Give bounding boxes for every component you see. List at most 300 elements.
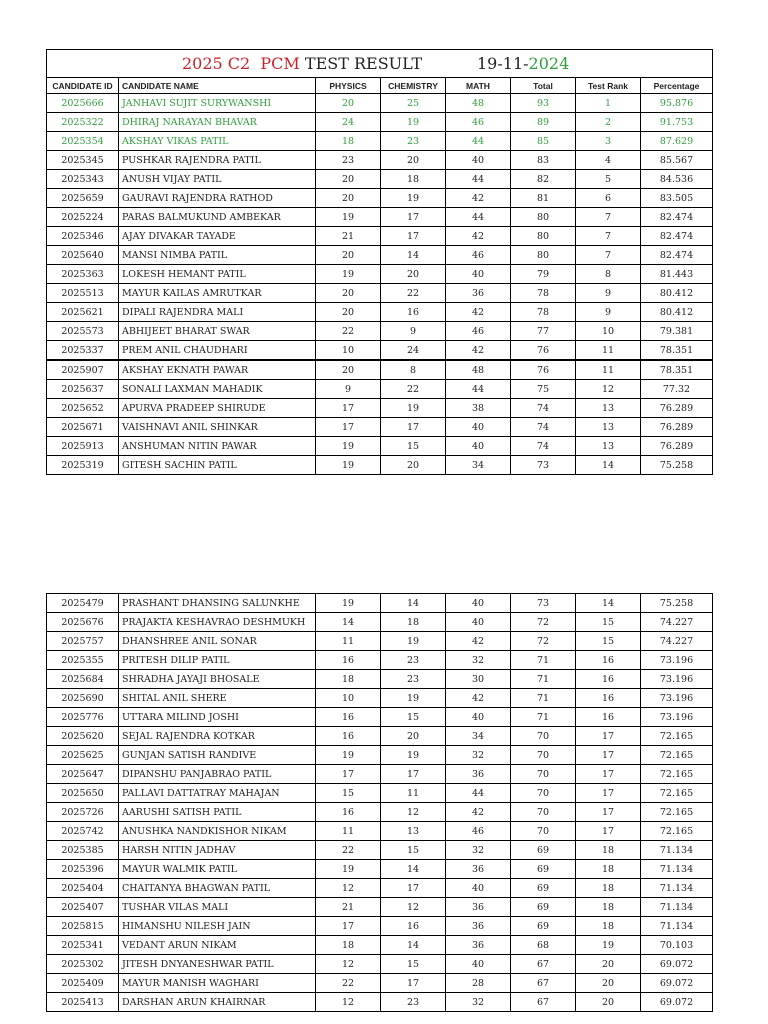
table-cell: AARUSHI SATISH PATIL	[119, 803, 316, 822]
table-cell: 15	[576, 632, 641, 651]
table-cell: 17	[576, 784, 641, 803]
table-cell: PARAS BALMUKUND AMBEKAR	[119, 208, 316, 227]
column-header: CANDIDATE NAME	[119, 78, 316, 94]
table-cell: GITESH SACHIN PATIL	[119, 456, 316, 475]
table-cell: 68	[511, 936, 576, 955]
table-cell: 80.412	[641, 303, 713, 322]
table-cell: 20	[576, 955, 641, 974]
results-body-page-2	[47, 594, 713, 1012]
table-cell: 2025413	[47, 993, 119, 1012]
table-cell: 2025620	[47, 727, 119, 746]
table-cell: 17	[381, 208, 446, 227]
table-cell: 81	[511, 189, 576, 208]
table-row	[47, 879, 713, 898]
table-cell: 80	[511, 246, 576, 265]
table-cell: 16	[316, 708, 381, 727]
table-cell: 69.072	[641, 993, 713, 1012]
results-body-page-1	[47, 94, 713, 475]
table-cell: 23	[381, 993, 446, 1012]
table-cell: 12	[381, 898, 446, 917]
table-cell: 2025404	[47, 879, 119, 898]
table-cell: 36	[446, 284, 511, 303]
table-cell: 20	[316, 170, 381, 189]
table-cell: 82.474	[641, 246, 713, 265]
table-cell: 81.443	[641, 265, 713, 284]
title-course: 2025 C2	[182, 54, 251, 73]
table-row	[47, 822, 713, 841]
table-cell: 15	[316, 784, 381, 803]
table-cell: 16	[316, 651, 381, 670]
table-cell: 20	[576, 974, 641, 993]
table-cell: 74	[511, 399, 576, 418]
table-cell: 4	[576, 151, 641, 170]
table-cell: 95.876	[641, 94, 713, 113]
table-cell: 80	[511, 227, 576, 246]
page-title	[182, 54, 422, 73]
table-cell: 15	[381, 955, 446, 974]
table-cell: 73.196	[641, 670, 713, 689]
test-date	[477, 54, 569, 73]
table-row	[47, 303, 713, 322]
table-cell: 73.196	[641, 708, 713, 727]
table-cell: 42	[446, 803, 511, 822]
table-cell: 89	[511, 113, 576, 132]
table-cell: 72	[511, 613, 576, 632]
table-row	[47, 227, 713, 246]
table-cell: CHAITANYA BHAGWAN PATIL	[119, 879, 316, 898]
results-table-page-1	[46, 49, 713, 475]
table-cell: PRITESH DILIP PATIL	[119, 651, 316, 670]
table-cell: 72.165	[641, 784, 713, 803]
table-cell: 75	[511, 380, 576, 399]
table-cell: 2	[576, 113, 641, 132]
table-cell: 19	[316, 746, 381, 765]
table-row	[47, 765, 713, 784]
table-cell: 76	[511, 360, 576, 380]
table-cell: PRASHANT DHANSING SALUNKHE	[119, 594, 316, 613]
table-cell: PRAJAKTA KESHAVRAO DESHMUKH	[119, 613, 316, 632]
table-cell: 77	[511, 322, 576, 341]
table-cell: 34	[446, 727, 511, 746]
table-cell: 18	[576, 860, 641, 879]
table-cell: TUSHAR VILAS MALI	[119, 898, 316, 917]
table-cell: 22	[381, 380, 446, 399]
table-cell: VAISHNAVI ANIL SHINKAR	[119, 418, 316, 437]
table-cell: 15	[381, 708, 446, 727]
table-cell: 19	[316, 594, 381, 613]
table-cell: 18	[576, 898, 641, 917]
table-cell: 71.134	[641, 917, 713, 936]
table-cell: 67	[511, 993, 576, 1012]
table-cell: 32	[446, 993, 511, 1012]
table-cell: 76.289	[641, 437, 713, 456]
table-cell: JITESH DNYANESHWAR PATIL	[119, 955, 316, 974]
table-cell: 19	[381, 746, 446, 765]
table-cell: 25	[381, 94, 446, 113]
table-cell: 32	[446, 651, 511, 670]
table-cell: 2025573	[47, 322, 119, 341]
table-cell: 6	[576, 189, 641, 208]
table-cell: 8	[381, 360, 446, 380]
table-cell: SHRADHA JAYAJI BHOSALE	[119, 670, 316, 689]
table-cell: UTTARA MILIND JOSHI	[119, 708, 316, 727]
table-cell: 10	[316, 341, 381, 361]
table-cell: 13	[576, 437, 641, 456]
table-cell: 42	[446, 689, 511, 708]
table-cell: 18	[316, 132, 381, 151]
table-cell: 38	[446, 399, 511, 418]
table-cell: 2025684	[47, 670, 119, 689]
table-cell: 74.227	[641, 613, 713, 632]
table-cell: 12	[316, 993, 381, 1012]
table-row	[47, 746, 713, 765]
table-cell: 2025621	[47, 303, 119, 322]
table-cell: 9	[576, 303, 641, 322]
table-cell: 16	[316, 803, 381, 822]
table-cell: 70	[511, 803, 576, 822]
table-cell: 72.165	[641, 803, 713, 822]
column-header: Total	[511, 78, 576, 94]
table-cell: 44	[446, 380, 511, 399]
title-label: TEST RESULT	[304, 54, 423, 73]
table-row	[47, 113, 713, 132]
table-cell: 14	[381, 594, 446, 613]
table-cell: MANSI NIMBA PATIL	[119, 246, 316, 265]
table-cell: 2025479	[47, 594, 119, 613]
table-cell: 17	[381, 974, 446, 993]
table-cell: 74.227	[641, 632, 713, 651]
table-cell: 79.381	[641, 322, 713, 341]
table-cell: 71.134	[641, 860, 713, 879]
table-cell: 46	[446, 822, 511, 841]
table-cell: 32	[446, 841, 511, 860]
table-cell: 18	[316, 670, 381, 689]
table-cell: HARSH NITIN JADHAV	[119, 841, 316, 860]
table-cell: 46	[446, 113, 511, 132]
table-cell: 19	[381, 689, 446, 708]
table-cell: DHANSHREE ANIL SONAR	[119, 632, 316, 651]
table-cell: 72.165	[641, 765, 713, 784]
table-cell: 76.289	[641, 418, 713, 437]
table-cell: 17	[381, 765, 446, 784]
table-cell: 2025409	[47, 974, 119, 993]
table-cell: 70	[511, 746, 576, 765]
table-cell: 69	[511, 917, 576, 936]
table-cell: SHITAL ANIL SHERE	[119, 689, 316, 708]
table-cell: 14	[381, 246, 446, 265]
table-cell: 19	[316, 437, 381, 456]
table-cell: 3	[576, 132, 641, 151]
table-row	[47, 418, 713, 437]
table-cell: ANUSHKA NANDKISHOR NIKAM	[119, 822, 316, 841]
table-cell: 22	[381, 284, 446, 303]
table-cell: 2025676	[47, 613, 119, 632]
table-cell: 48	[446, 360, 511, 380]
table-cell: 40	[446, 955, 511, 974]
table-row	[47, 341, 713, 361]
table-cell: 8	[576, 265, 641, 284]
table-cell: 42	[446, 189, 511, 208]
table-row	[47, 594, 713, 613]
table-cell: 19	[316, 860, 381, 879]
table-cell: 71	[511, 708, 576, 727]
table-cell: 42	[446, 227, 511, 246]
table-cell: 17	[316, 418, 381, 437]
table-cell: 2025726	[47, 803, 119, 822]
table-row	[47, 841, 713, 860]
table-cell: 80.412	[641, 284, 713, 303]
table-row	[47, 936, 713, 955]
table-cell: 20	[316, 189, 381, 208]
table-cell: 78.351	[641, 360, 713, 380]
table-cell: 85.567	[641, 151, 713, 170]
table-cell: 16	[576, 689, 641, 708]
table-cell: 10	[576, 322, 641, 341]
table-cell: 24	[381, 341, 446, 361]
column-header: CHEMISTRY	[381, 78, 446, 94]
table-cell: 18	[316, 936, 381, 955]
table-cell: 20	[316, 360, 381, 380]
table-row	[47, 651, 713, 670]
table-cell: 32	[446, 746, 511, 765]
table-row	[47, 727, 713, 746]
table-cell: DIPALI RAJENDRA MALI	[119, 303, 316, 322]
table-cell: 76.289	[641, 399, 713, 418]
table-cell: 20	[381, 151, 446, 170]
table-cell: 24	[316, 113, 381, 132]
table-cell: 12	[576, 380, 641, 399]
table-cell: 2025354	[47, 132, 119, 151]
table-cell: 75.258	[641, 456, 713, 475]
table-cell: 22	[316, 322, 381, 341]
table-cell: HIMANSHU NILESH JAIN	[119, 917, 316, 936]
table-cell: 9	[381, 322, 446, 341]
table-cell: 17	[576, 803, 641, 822]
table-cell: 74	[511, 418, 576, 437]
table-cell: 71	[511, 670, 576, 689]
column-header: PHYSICS	[316, 78, 381, 94]
table-cell: 79	[511, 265, 576, 284]
table-cell: 14	[381, 936, 446, 955]
table-cell: 36	[446, 898, 511, 917]
table-cell: 16	[316, 727, 381, 746]
table-cell: 2025690	[47, 689, 119, 708]
table-cell: 2025343	[47, 170, 119, 189]
table-cell: 16	[576, 708, 641, 727]
table-cell: APURVA PRADEEP SHIRUDE	[119, 399, 316, 418]
table-cell: 14	[576, 594, 641, 613]
table-cell: LOKESH HEMANT PATIL	[119, 265, 316, 284]
table-cell: 72.165	[641, 822, 713, 841]
table-cell: 40	[446, 613, 511, 632]
table-cell: 18	[576, 841, 641, 860]
table-cell: 30	[446, 670, 511, 689]
table-cell: 5	[576, 170, 641, 189]
table-cell: 85	[511, 132, 576, 151]
table-row	[47, 803, 713, 822]
table-cell: 67	[511, 955, 576, 974]
title-row	[47, 50, 713, 78]
table-cell: 2025637	[47, 380, 119, 399]
table-row	[47, 632, 713, 651]
table-row	[47, 689, 713, 708]
table-row	[47, 437, 713, 456]
table-cell: 19	[576, 936, 641, 955]
table-cell: 17	[316, 765, 381, 784]
table-cell: 13	[576, 418, 641, 437]
table-cell: 2025650	[47, 784, 119, 803]
table-cell: 73	[511, 456, 576, 475]
table-cell: 17	[381, 227, 446, 246]
table-row	[47, 170, 713, 189]
table-cell: 40	[446, 594, 511, 613]
table-cell: 69.072	[641, 974, 713, 993]
table-cell: 7	[576, 208, 641, 227]
table-cell: 78	[511, 303, 576, 322]
table-row	[47, 189, 713, 208]
table-cell: 71.134	[641, 898, 713, 917]
title-cell	[47, 50, 713, 78]
table-cell: 2025666	[47, 94, 119, 113]
table-cell: 1	[576, 94, 641, 113]
table-cell: 42	[446, 632, 511, 651]
table-row	[47, 898, 713, 917]
table-cell: 17	[316, 399, 381, 418]
table-cell: 12	[316, 879, 381, 898]
table-cell: MAYUR WALMIK PATIL	[119, 860, 316, 879]
table-cell: 19	[381, 189, 446, 208]
table-row	[47, 917, 713, 936]
table-cell: 10	[316, 689, 381, 708]
table-cell: 36	[446, 860, 511, 879]
table-cell: 17	[576, 727, 641, 746]
table-cell: 15	[381, 841, 446, 860]
table-row	[47, 322, 713, 341]
table-cell: 2025341	[47, 936, 119, 955]
table-cell: 12	[316, 955, 381, 974]
date-prefix: 19-11-	[477, 54, 529, 73]
table-cell: 20	[316, 284, 381, 303]
table-cell: 40	[446, 418, 511, 437]
table-row	[47, 380, 713, 399]
table-cell: 70	[511, 822, 576, 841]
table-cell: DIPANSHU PANJABRAO PATIL	[119, 765, 316, 784]
table-cell: 80	[511, 208, 576, 227]
table-cell: 19	[381, 113, 446, 132]
table-cell: 15	[381, 437, 446, 456]
table-cell: 2025659	[47, 189, 119, 208]
table-cell: 36	[446, 765, 511, 784]
table-cell: 2025322	[47, 113, 119, 132]
table-cell: 14	[576, 456, 641, 475]
table-cell: 40	[446, 265, 511, 284]
table-cell: MAYUR MANISH WAGHARI	[119, 974, 316, 993]
table-cell: 14	[316, 613, 381, 632]
table-row	[47, 860, 713, 879]
table-cell: 17	[381, 879, 446, 898]
table-cell: 19	[381, 399, 446, 418]
table-cell: 2025363	[47, 265, 119, 284]
table-cell: 2025319	[47, 456, 119, 475]
table-cell: PUSHKAR RAJENDRA PATIL	[119, 151, 316, 170]
table-cell: 82	[511, 170, 576, 189]
table-cell: AJAY DIVAKAR TAYADE	[119, 227, 316, 246]
table-cell: 23	[316, 151, 381, 170]
table-cell: 44	[446, 208, 511, 227]
table-cell: 7	[576, 227, 641, 246]
table-cell: 20	[576, 993, 641, 1012]
table-cell: 40	[446, 437, 511, 456]
table-cell: AKSHAY EKNATH PAWAR	[119, 360, 316, 380]
table-cell: 20	[316, 303, 381, 322]
table-cell: 46	[446, 246, 511, 265]
table-cell: 69	[511, 841, 576, 860]
table-cell: VEDANT ARUN NIKAM	[119, 936, 316, 955]
table-cell: 11	[576, 341, 641, 361]
table-row	[47, 955, 713, 974]
table-cell: 2025815	[47, 917, 119, 936]
table-cell: 21	[316, 227, 381, 246]
table-cell: 67	[511, 974, 576, 993]
table-cell: 18	[381, 613, 446, 632]
table-cell: 2025407	[47, 898, 119, 917]
table-cell: 48	[446, 94, 511, 113]
table-cell: SONALI LAXMAN MAHADIK	[119, 380, 316, 399]
table-cell: ANUSH VIJAY PATIL	[119, 170, 316, 189]
table-cell: 11	[316, 632, 381, 651]
table-cell: ANSHUMAN NITIN PAWAR	[119, 437, 316, 456]
table-cell: 12	[381, 803, 446, 822]
table-cell: 73.196	[641, 689, 713, 708]
table-row	[47, 265, 713, 284]
table-cell: 18	[576, 879, 641, 898]
results-table-page-2	[46, 593, 713, 1012]
table-cell: 2025757	[47, 632, 119, 651]
table-cell: 36	[446, 917, 511, 936]
table-cell: 16	[381, 917, 446, 936]
table-cell: 77.32	[641, 380, 713, 399]
table-cell: 17	[576, 765, 641, 784]
table-cell: 22	[316, 974, 381, 993]
table-cell: 71.134	[641, 841, 713, 860]
table-cell: 20	[316, 246, 381, 265]
table-cell: 2025396	[47, 860, 119, 879]
table-cell: 19	[381, 632, 446, 651]
table-cell: 82.474	[641, 208, 713, 227]
table-cell: 42	[446, 303, 511, 322]
table-cell: 17	[381, 418, 446, 437]
table-cell: 2025652	[47, 399, 119, 418]
table-cell: AKSHAY VIKAS PATIL	[119, 132, 316, 151]
table-row	[47, 208, 713, 227]
table-cell: 40	[446, 708, 511, 727]
table-cell: 2025337	[47, 341, 119, 361]
table-cell: 14	[381, 860, 446, 879]
table-cell: MAYUR KAILAS AMRUTKAR	[119, 284, 316, 303]
table-cell: 71	[511, 689, 576, 708]
table-cell: 40	[446, 151, 511, 170]
table-cell: SEJAL RAJENDRA KOTKAR	[119, 727, 316, 746]
table-cell: 44	[446, 170, 511, 189]
table-cell: 20	[381, 727, 446, 746]
table-row	[47, 151, 713, 170]
table-cell: 34	[446, 456, 511, 475]
table-cell: 44	[446, 132, 511, 151]
table-cell: 2025671	[47, 418, 119, 437]
table-row	[47, 670, 713, 689]
table-cell: 17	[316, 917, 381, 936]
table-cell: 36	[446, 936, 511, 955]
